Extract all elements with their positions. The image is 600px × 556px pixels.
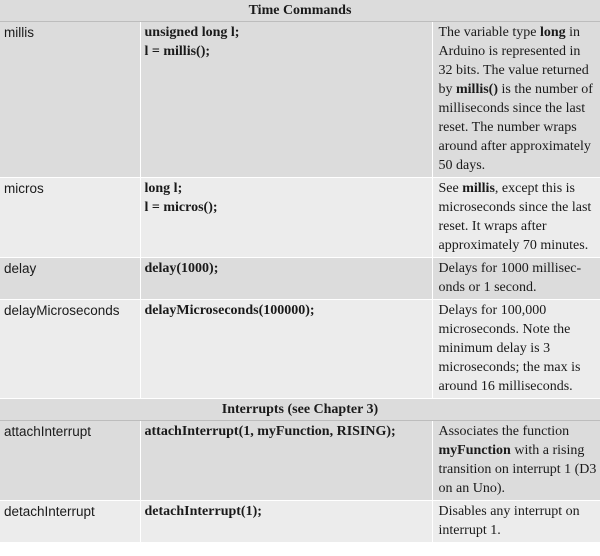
section-header-row [0,399,600,421]
example-code [140,22,432,178]
example-code-line: long l; [144,181,183,196]
example-code [140,421,432,501]
description [432,300,600,399]
description-text: The variable type [438,25,540,40]
description-text: Associates the function [438,424,570,439]
description-text: Delays for 100,000 microseconds. Note the minimum delay is 3 microseconds; the max is around 16 milliseconds. [438,303,581,394]
section-title: Interrupts (see Chapter 3) [0,399,600,421]
description [432,258,600,300]
description [432,421,600,501]
description-text: with a rising transition on interrupt 1 (D3 on an Uno). [438,443,597,496]
command-name: detachInterrupt [0,501,140,543]
section-title: Time Commands [0,0,600,22]
description-keyword: long [539,25,566,40]
example-code-line: delayMicroseconds(100000); [144,303,315,318]
table-row [0,421,600,501]
table-row [0,258,600,300]
description-text: , except this is microseconds since the last reset. It wraps after approximately 70 minutes. [438,181,592,253]
example-code [140,501,432,543]
table-row [0,22,600,178]
command-name: micros [0,178,140,258]
description [432,501,600,543]
command-name: delay [0,258,140,300]
description-text: in Arduino is represented in 32 bits. The value returned by [438,25,589,97]
command-name: delayMicroseconds [0,300,140,399]
example-code-line: attachInterrupt(1, myFunction, RISING); [144,424,396,439]
description-text: See [438,181,463,196]
description-text: Disables any interrupt on interrupt 1. [438,504,580,538]
example-code-line: l = millis(); [144,44,211,59]
description-text: Delays for 1000 milliseconds or 1 second. [438,261,582,295]
example-code-line: delay(1000); [144,261,219,276]
example-code-line: unsigned long l; [144,25,240,40]
table-row [0,501,600,543]
command-name: attachInterrupt [0,421,140,501]
example-code [140,300,432,399]
section-header-row [0,0,600,22]
description-keyword: millis [462,181,495,196]
description [432,22,600,178]
example-code [140,258,432,300]
description-keyword: millis() [456,82,498,97]
description-keyword: myFunction [438,443,511,458]
description [432,178,600,258]
example-code [140,178,432,258]
example-code-line: l = micros(); [144,200,218,215]
table-row [0,300,600,399]
description-text: is the number of milliseconds since the last reset. The number wraps around after approximately 50 days. [438,82,593,173]
example-code-line: detachInterrupt(1); [144,504,262,519]
command-name: millis [0,22,140,178]
table-row [0,178,600,258]
